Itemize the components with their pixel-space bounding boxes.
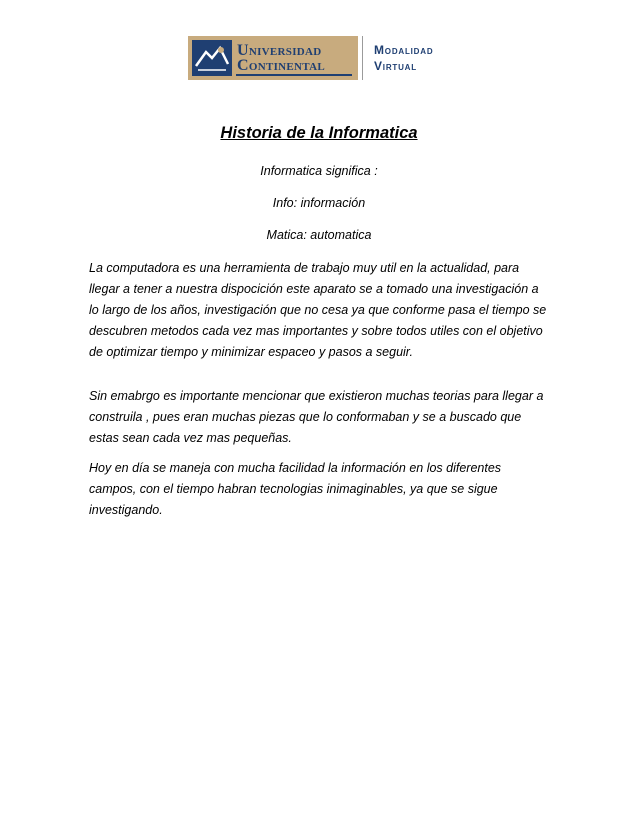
university-logo [188, 36, 358, 80]
paragraph-3: Hoy en día se maneja con mucha facilidad la información en los diferentes campos, con el tiempo habran tecnologias inimaginables, ya que se sigue investigando. [89, 461, 502, 517]
modalidad-line-1: Modalidad [374, 43, 434, 57]
logo-line-1: Universidad [237, 42, 322, 59]
definition-line-2: Info: información [272, 196, 366, 210]
logo-underline [236, 74, 352, 76]
header-divider [362, 36, 363, 80]
paragraph-1: La computadora es una herramienta de trabajo muy util en la actualidad, para llegar a tener a nuestra dispocición este aparato se a tomado una investigación a lo largo de los años, investigación que no cesa ya que conforme pasa el tiempo se descubren metodos cada vez mas importantes y sobre todos utiles con el objetivo de optimizar tiempo y minimizar espaceo y pasos a seguir. [89, 261, 547, 359]
definition-line-1: Informatica significa : [260, 164, 378, 178]
logo-line-2: Continental [237, 57, 325, 74]
document-title: Historia de la Informatica [220, 124, 418, 142]
definition-line-3: Matica: automatica [266, 228, 372, 242]
paragraph-2: Sin emabrgo es importante mencionar que existieron muchas teorias para llegar a construila , pues eran muchas piezas que lo conformaban y se a buscado que estas sean cada vez mas pequeñas. [89, 389, 544, 445]
university-emblem-icon [192, 40, 232, 76]
modalidad-line-2: Virtual [374, 59, 417, 73]
modalidad-label [374, 42, 433, 74]
logo-text [237, 43, 325, 73]
